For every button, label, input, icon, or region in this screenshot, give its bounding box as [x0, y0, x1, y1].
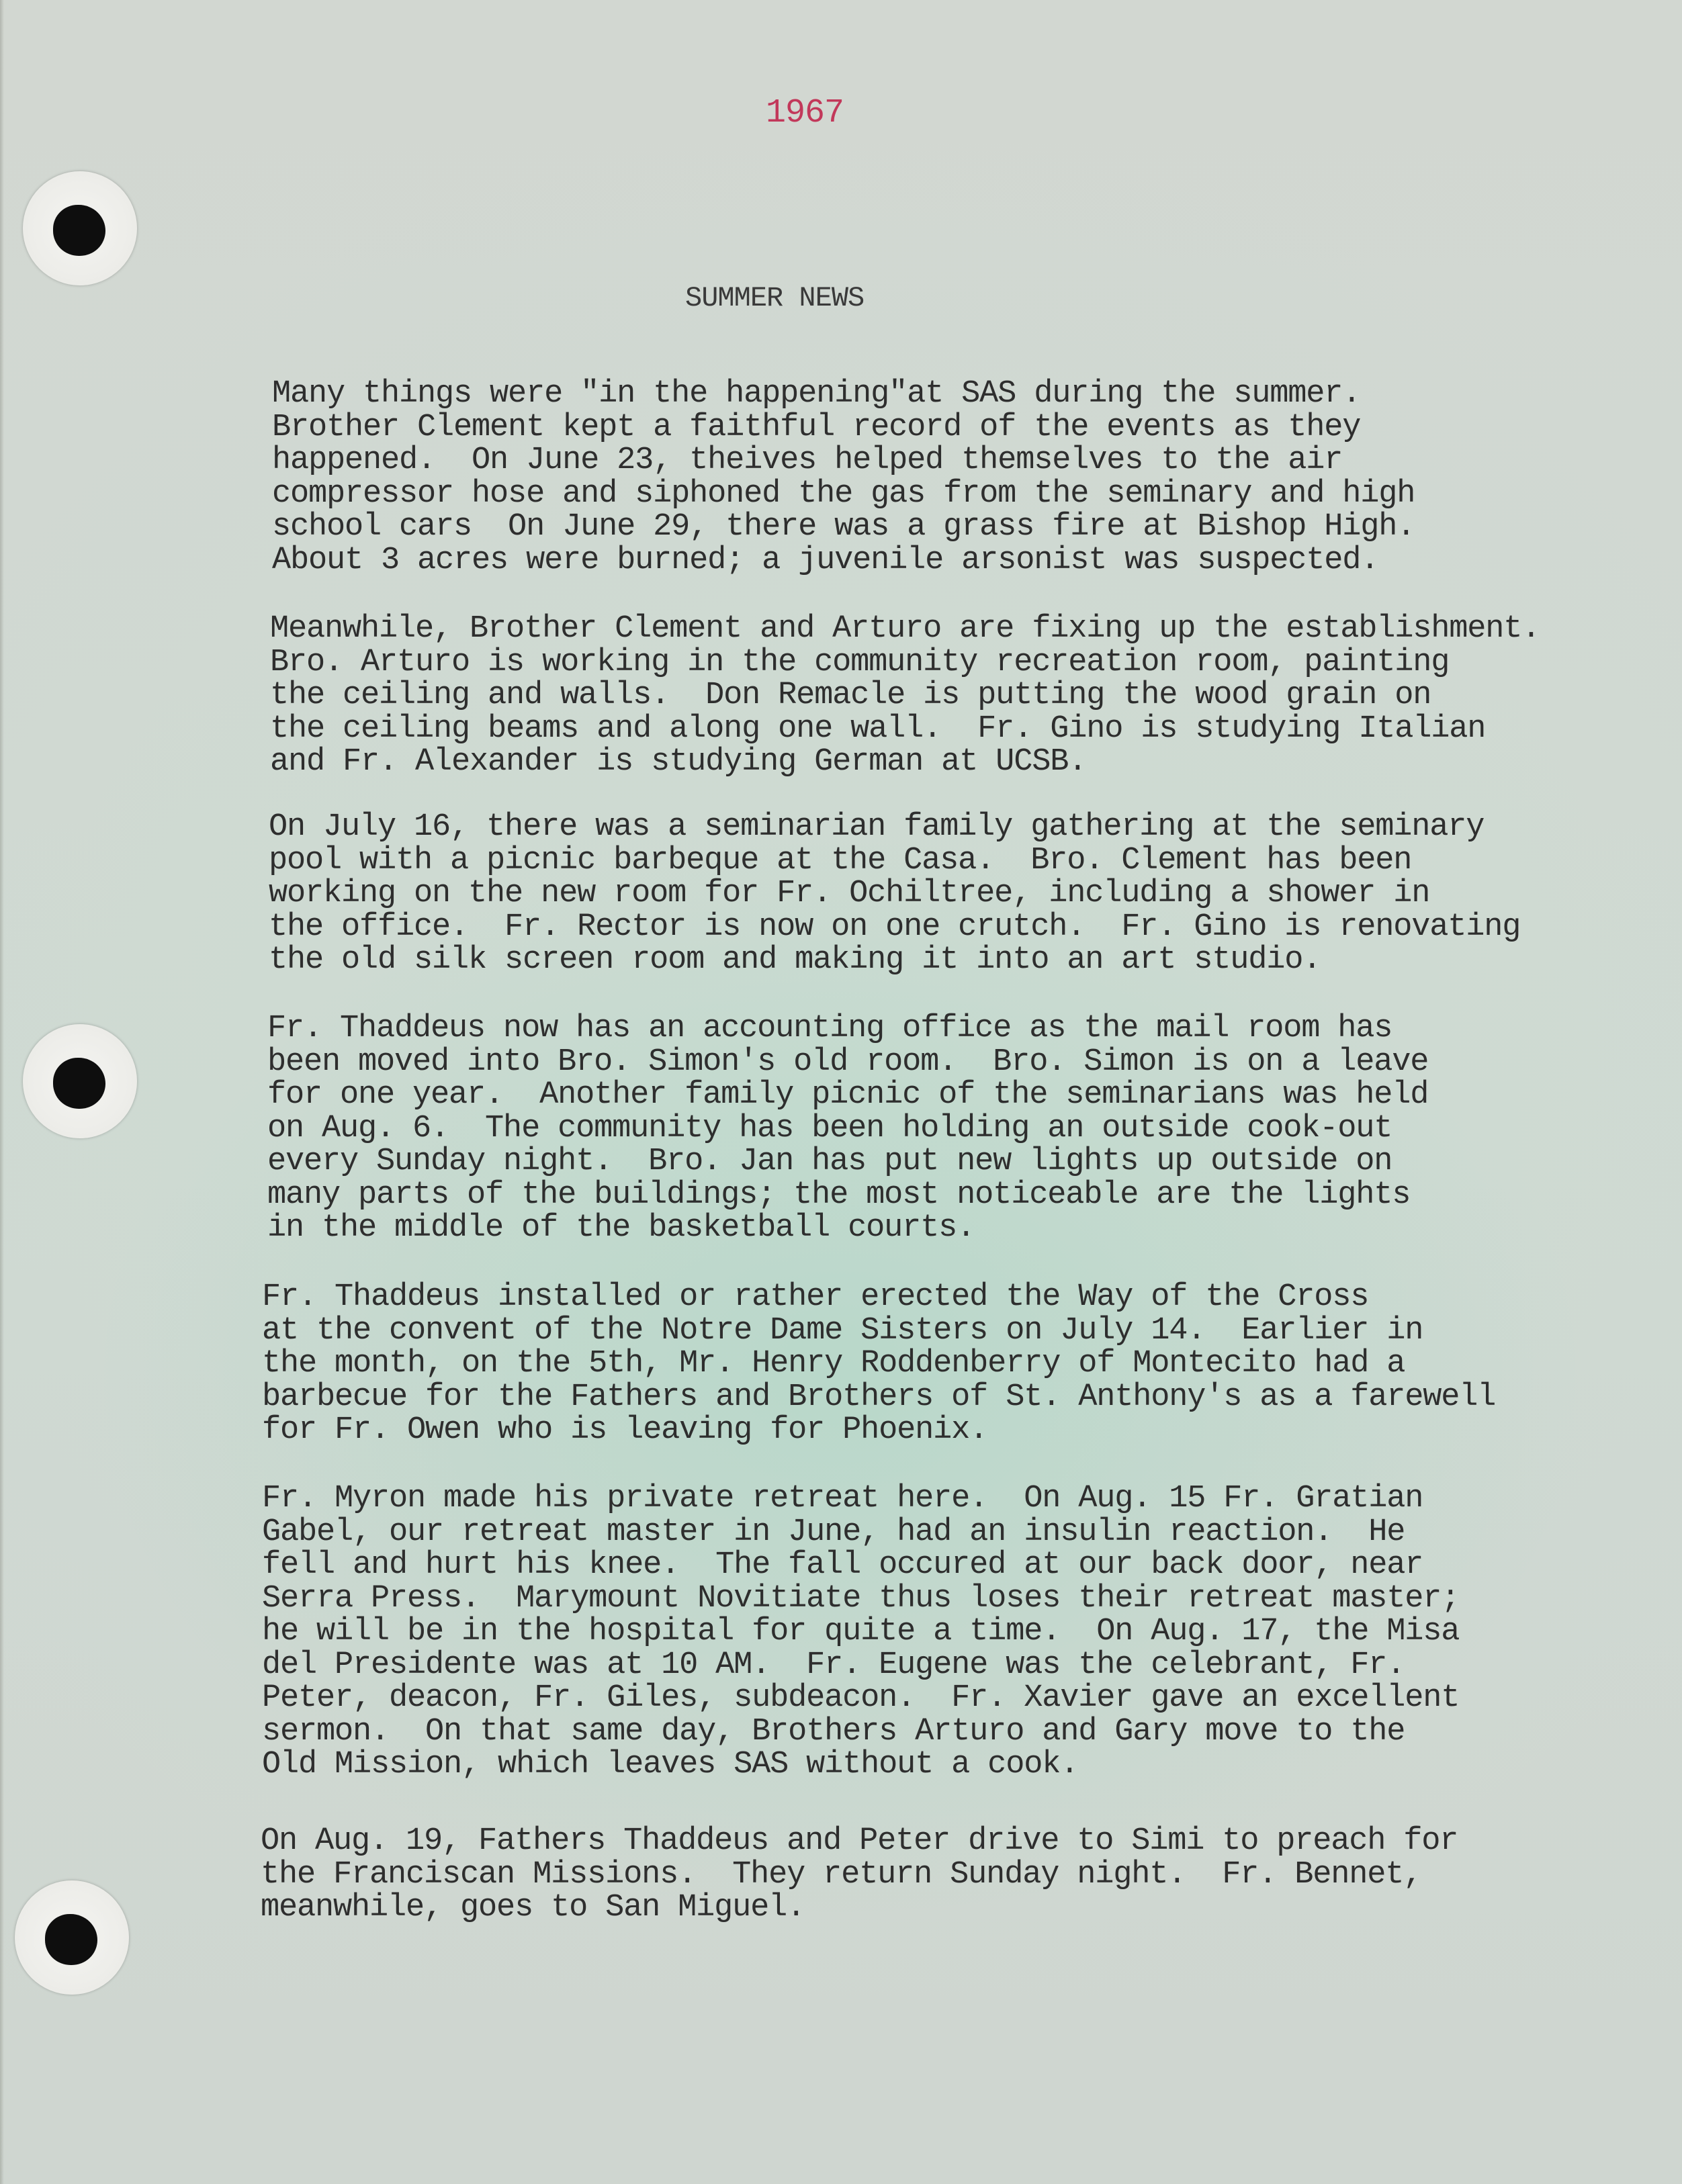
text-line: sermon. On that same day, Brothers Arturo and Gary move to the: [262, 1713, 1405, 1749]
text-line: on Aug. 6. The community has been holding an outside cook-out: [267, 1110, 1392, 1146]
text-line: Fr. Myron made his private retreat here. On Aug. 15 Fr. Gratian: [262, 1481, 1423, 1516]
text-line: the Franciscan Missions. They return Sunday night. Fr. Bennet,: [261, 1856, 1422, 1893]
text-line: fell and hurt his knee. The fall occured at our back door, near: [262, 1547, 1423, 1583]
text-line: every Sunday night. Bro. Jan has put new lights up outside on: [267, 1144, 1392, 1179]
text-line: On Aug. 19, Fathers Thaddeus and Peter drive to Simi to preach for: [261, 1823, 1458, 1859]
text-line: pool with a picnic barbeque at the Casa. Bro. Clement has been: [269, 842, 1412, 878]
text-line: Many things were "in the happening"at SAS during the summer.: [272, 376, 1361, 412]
text-line: working on the new room for Fr. Ochiltree, including a shower in: [269, 876, 1430, 911]
page-edge: [0, 0, 4, 2184]
text-line: Serra Press. Marymount Novitiate thus loses their retreat master;: [262, 1580, 1460, 1617]
text-line: many parts of the buildings; the most noticeable are the lights: [267, 1177, 1411, 1213]
text-line: On July 16, there was a seminarian family gathering at the seminary: [269, 809, 1485, 845]
text-line: Fr. Thaddeus installed or rather erected the Way of the Cross: [262, 1279, 1369, 1315]
text-line: the ceiling and walls. Don Remacle is putting the wood grain on: [270, 678, 1431, 713]
text-line: been moved into Bro. Simon's old room. Bro. Simon is on a leave: [267, 1044, 1429, 1080]
text-line: in the middle of the basketball courts.: [267, 1210, 975, 1246]
text-line: compressor hose and siphoned the gas from the seminary and high: [272, 475, 1415, 512]
text-line: About 3 acres were burned; a juvenile arsonist was suspected.: [272, 542, 1379, 578]
text-line: the ceiling beams and along one wall. Fr. Gino is studying Italian: [270, 711, 1486, 747]
punch-hole-icon: [23, 1024, 137, 1138]
text-line: del Presidente was at 10 AM. Fr. Eugene was the celebrant, Fr.: [262, 1647, 1405, 1683]
page-title: SUMMER NEWS: [685, 282, 865, 314]
text-line: Bro. Arturo is working in the community recreation room, painting: [270, 644, 1450, 680]
text-line: at the convent of the Notre Dame Sisters on July 14. Earlier in: [262, 1312, 1423, 1349]
text-line: he will be in the hospital for quite a time. On Aug. 17, the Misa: [262, 1614, 1460, 1649]
text-line: the old silk screen room and making it into an art studio.: [269, 942, 1321, 978]
text-line: Old Mission, which leaves SAS without a cook.: [262, 1747, 1079, 1782]
text-line: barbecue for the Fathers and Brothers of St. Anthony's as a farewell: [262, 1379, 1496, 1415]
text-line: the month, on the 5th, Mr. Henry Roddenberry of Montecito had a: [262, 1346, 1405, 1381]
punch-hole-icon: [15, 1880, 129, 1995]
text-line: Peter, deacon, Fr. Giles, subdeacon. Fr. Xavier gave an excellent: [262, 1680, 1460, 1716]
text-line: for one year. Another family picnic of the seminarians was held: [267, 1077, 1429, 1113]
text-line: and Fr. Alexander is studying German at UCSB.: [270, 744, 1087, 780]
year-annotation: 1967: [766, 94, 844, 132]
text-line: Gabel, our retreat master in June, had an insulin reaction. He: [262, 1514, 1405, 1550]
text-line: meanwhile, goes to San Miguel.: [261, 1890, 805, 1925]
text-line: Fr. Thaddeus now has an accounting office as the mail room has: [267, 1011, 1392, 1046]
text-line: Meanwhile, Brother Clement and Arturo are fixing up the establishment.: [270, 611, 1540, 647]
text-line: Brother Clement kept a faithful record of the events as they: [272, 409, 1361, 445]
text-line: for Fr. Owen who is leaving for Phoenix.: [262, 1412, 988, 1448]
text-line: the office. Fr. Rector is now on one crutch. Fr. Gino is renovating: [269, 909, 1521, 945]
text-line: school cars On June 29, there was a grass fire at Bishop High.: [272, 509, 1415, 545]
text-line: happened. On June 23, theives helped themselves to the air: [272, 443, 1343, 478]
punch-hole-icon: [23, 171, 137, 285]
